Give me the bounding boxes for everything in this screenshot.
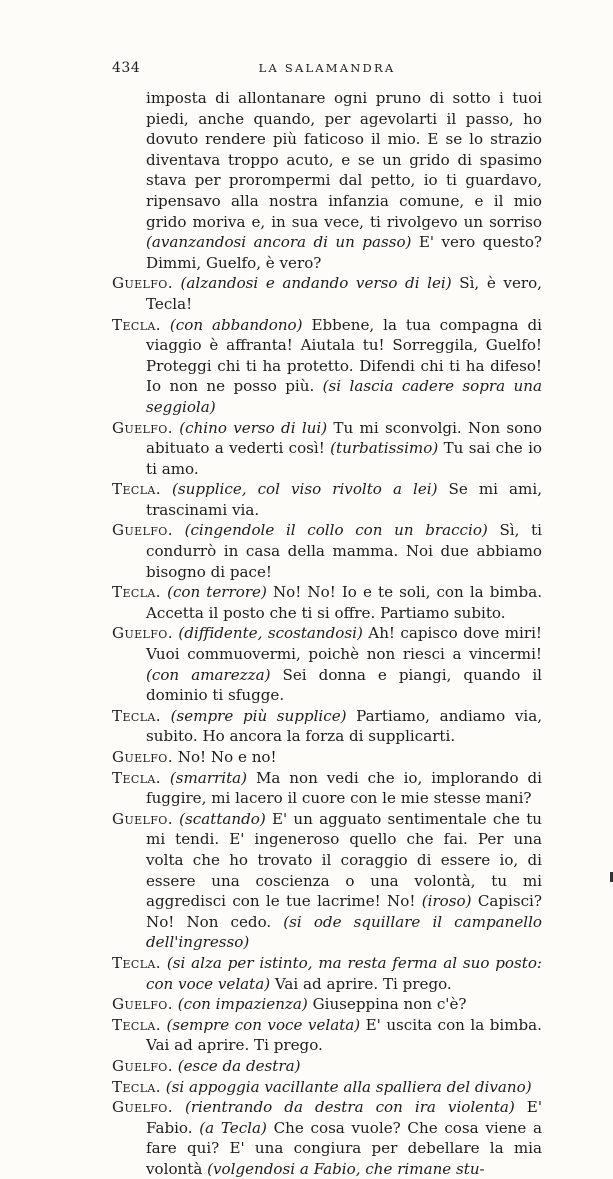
dialogue-lines	[112, 273, 542, 1179]
speech-line	[112, 582, 542, 623]
dialogue-text: Se mi ami, trascinami via.	[146, 480, 542, 519]
dialogue-text: Tu mi sconvolgi. Non sono abituato a vederti così!	[146, 418, 542, 458]
speech-line	[112, 315, 542, 418]
speaker-name: Guelfo.	[112, 995, 173, 1014]
speaker-name: Guelfo.	[112, 624, 173, 643]
stage-direction: (rientrando da destra con ira violenta)	[184, 1098, 515, 1117]
speaker-name: Guelfo.	[112, 809, 173, 828]
dialogue-text: No! No e no!	[177, 748, 277, 766]
speaker-name: Tecla.	[112, 1015, 161, 1034]
speaker-name: Guelfo.	[112, 748, 173, 766]
dialogue-text: Sì, ti condurrò in casa della mamma. Noi due abbiamo bisogno di pace!	[146, 521, 542, 581]
dialogue-text: Capisci? No! Non cedo.	[146, 892, 542, 931]
speaker-name: Guelfo.	[112, 521, 173, 540]
stage-direction: (cingendole il collo con un braccio)	[184, 521, 488, 540]
dialogue-text: Ma non vedi che io, implorando di fuggire, mi lacero il cuore con le mie stesse mani?	[146, 768, 542, 808]
speaker-name: Tecla.	[112, 1077, 161, 1096]
dialogue-text: Sei donna e piangi, quando il dominio ti sfugge.	[146, 665, 542, 705]
speech-line	[112, 418, 542, 480]
speaker-name: Guelfo.	[112, 274, 173, 293]
dialogue-text: Tu sai che io ti amo.	[146, 439, 542, 478]
stage-direction: (turbatissimo)	[330, 439, 439, 458]
speech-line	[112, 1056, 542, 1077]
running-title: LA SALAMANDRA	[258, 61, 396, 75]
dialogue-text: Partiamo, andiamo via, subito. Ho ancora la forza di supplicarti.	[146, 706, 542, 746]
stage-direction: (avanzandosi ancora di un passo)	[146, 233, 412, 252]
dialogue-text: Ebbene, la tua compagna di viaggio è affranta! Aiutala tu! Sorreggila, Guelfo! Proteggi chi ti ha protetto. Difendi chi ti ha difeso! Io non ne posso più.	[146, 315, 542, 396]
page-number: 434	[112, 60, 141, 76]
speaker-name: Guelfo.	[112, 418, 173, 437]
stage-direction: (a Tecla)	[199, 1118, 267, 1137]
stage-direction: (si ode squillare il campanello dell'ingresso)	[146, 912, 542, 952]
speech-line	[112, 809, 542, 953]
stage-direction: (si alza per istinto, ma resta ferma al suo posto: con voce velata)	[146, 953, 542, 993]
stage-direction: (si appoggia vacillante alla spalliera del divano)	[165, 1077, 532, 1096]
dialogue-text: E' uscita con la bimba. Vai ad aprire. Ti prego.	[146, 1015, 542, 1055]
speaker-name: Tecla.	[112, 953, 161, 972]
play-text	[112, 88, 542, 1179]
stage-direction: (volgendosi a Fabio, che rimane stu-	[207, 1159, 485, 1178]
dialogue-text: Giuseppina non c'è?	[307, 995, 467, 1014]
speech-line	[112, 1077, 542, 1098]
dialogue-text: No! No! Io e te soli, con la bimba. Accetta il posto che ti si offre. Partiamo subito.	[146, 583, 542, 622]
speaker-name: Tecla.	[112, 583, 161, 602]
dialogue-text: E' Fabio.	[146, 1098, 542, 1137]
speech-line	[112, 953, 542, 994]
speaker-name: Tecla.	[112, 315, 161, 334]
stage-direction: (chino verso di lui)	[179, 418, 328, 437]
stage-direction: (sempre con voce velata)	[166, 1015, 361, 1034]
stage-direction: (scattando)	[179, 809, 266, 828]
dialogue-text: Sì, è vero, Tecla!	[146, 274, 542, 313]
dialogue-text: Ah! capisco dove miri! Vuoi commuovermi, poichè non riesci a vincermi!	[146, 624, 542, 664]
speech-line	[112, 1015, 542, 1056]
stage-direction: (smarrita)	[169, 768, 248, 787]
speech-line	[112, 623, 542, 705]
speech-line	[112, 1097, 542, 1179]
stage-direction: (si lascia cadere sopra una seggiola)	[146, 377, 543, 416]
stage-direction: (con terrore)	[167, 583, 267, 602]
speech-line	[112, 273, 542, 314]
speech-line	[112, 768, 542, 809]
stage-direction: (con abbandono)	[169, 315, 303, 334]
stage-direction: (con amarezza)	[146, 665, 271, 684]
dialogue-text: E' vero questo? Dimmi, Guelfo, è vero?	[146, 233, 542, 272]
speaker-name: Guelfo.	[112, 1098, 173, 1117]
page-header	[112, 60, 542, 80]
speech-line	[112, 479, 542, 520]
stage-direction: (alzandosi e andando verso di lei)	[180, 274, 452, 293]
speaker-name: Tecla.	[112, 480, 161, 499]
speech-line	[112, 520, 542, 582]
stage-direction: (supplice, col viso rivolto a lei)	[172, 480, 438, 499]
speech-line	[112, 706, 542, 747]
stage-direction: (con impazienza)	[177, 995, 308, 1014]
speech-line	[112, 994, 542, 1015]
dialogue-text: Che cosa vuole? Che cosa viene a fare qui? E' una congiura per debellare la mia volontà	[146, 1118, 543, 1178]
continuation-paragraph	[112, 88, 542, 273]
speaker-name: Tecla.	[112, 768, 161, 787]
stage-direction: (sempre più supplice)	[170, 706, 347, 725]
stage-direction: (esce da destra)	[177, 1056, 301, 1075]
stage-direction: (iroso)	[421, 892, 472, 911]
dialogue-text: E' un agguato sentimentale che tu mi tendi. E' ingeneroso quello che fai. Per una volta che ho trovato il coraggio di essere io, di essere una coscienza o una volontà, tu mi aggredisci con le tue lacrime! No!	[146, 809, 542, 911]
speaker-name: Guelfo.	[112, 1056, 173, 1075]
dialogue-text: Vai ad aprire. Ti prego.	[270, 974, 452, 993]
dialogue-text: imposta di allontanare ogni pruno di sotto i tuoi piedi, anche quando, per agevolarti il passo, ho dovuto rendere più faticoso il mio. E se lo strazio diventava troppo acuto, e se un grido di spasimo stava per prorompermi dal petto, io ti guardavo, ripensavo alla nostra infanzia comune, e il mio grido moriva e, in sua vece, ti rivolgevo un sorriso	[146, 89, 542, 231]
stage-direction: (diffidente, scostandosi)	[178, 624, 363, 643]
speech-line	[112, 747, 542, 768]
speaker-name: Tecla.	[112, 706, 161, 725]
